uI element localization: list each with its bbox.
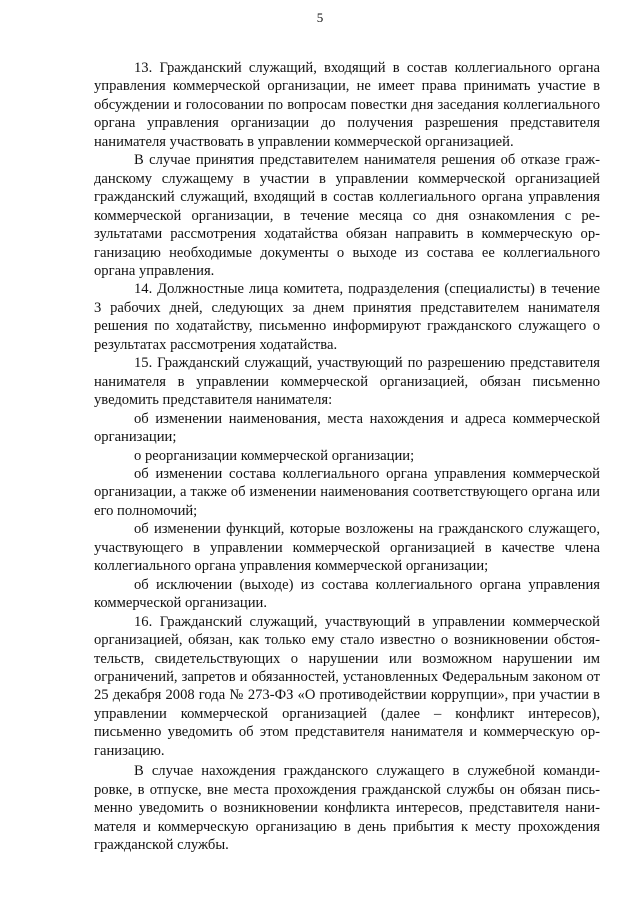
document-body: [94, 59, 600, 854]
paragraph-15-item-name-change: об изменении наименования, места нахождения и адреса коммерческой организации;: [94, 410, 600, 446]
paragraph-15-item-functions-change: об изменении функций, которые возложены на гражданского служащего, участвующего в управлении коммерческой организацией в качестве члена коллегиального органа управления коммерческой организации;: [94, 521, 600, 575]
paragraph-15-item-board-change: об изменении состава коллегиального органа управления коммерческой организации, а также об изменении наименования соответствующего органа или его полномочий;: [94, 465, 600, 519]
paragraph-16-business-trip: В случае нахождения гражданского служащего в служебной командировке, в отпуске, вне места прохождения гражданской службы он обязан письменно уведомить о возникновении конфликта интересов, представителя нанимателя и коммерческую организацию в день прибытия к месту прохождения гражданской службы.: [94, 763, 600, 854]
paragraph-15: 15. Гражданский служащий, участвующий по разрешению представителя нанимателя в управлении коммерческой организацией, обязан письменно уведомить представителя нанимателя:: [94, 355, 600, 409]
paragraph-16: 16. Гражданский служащий, участвующий в управлении коммерческой организацией, обязан, как только ему стало известно о возникновении обстоятельств, свидетельствующих о нарушении или возможном нарушении им ограничений, запретов и обязанностей, установленных Федеральным законом от 25 декабря 2008 года № 273-ФЗ «О противодействии коррупции», при участии в управлении коммерческой организацией (далее – конфликт интересов), письменно уведомить об этом представителя нанимателя и коммерческую организацию.: [94, 613, 600, 759]
paragraph-13-refusal: В случае принятия представителем нанимателя решения об отказе гражданскому служащему в участии в управлении коммерческой организацией гражданский служащий, входящий в состав коллегиального органа управления коммерческой организации, в течение месяца со дня ознакомления с результатами рассмотрения ходатайства обязан направить в коммерческую организацию необходимые документы о выходе из состава ее коллегиального органа управления.: [94, 152, 600, 279]
paragraph-13: 13. Гражданский служащий, входящий в состав коллегиального органа управления коммерческой организации, не имеет права принимать участие в обсуждении и голосовании по вопросам повестки дня заседания коллегиального органа управления организации до получения разрешения представителя нанимателя участвовать в управлении коммерческой организацией.: [94, 60, 600, 150]
paragraph-15-item-reorganization: о реорганизации коммерческой организации;: [134, 447, 415, 464]
paragraph-14: 14. Должностные лица комитета, подразделения (специалисты) в течение 3 рабочих дней, следующих за днем принятия представителем нанимателя решения по ходатайству, письменно информируют гражданского служащего о результатах рассмотрения ходатайства.: [94, 281, 600, 353]
paragraph-15-item-exclusion: об исключении (выходе) из состава коллегиального органа управления коммерческой организации.: [94, 576, 600, 612]
page-number: 5: [316, 10, 324, 25]
